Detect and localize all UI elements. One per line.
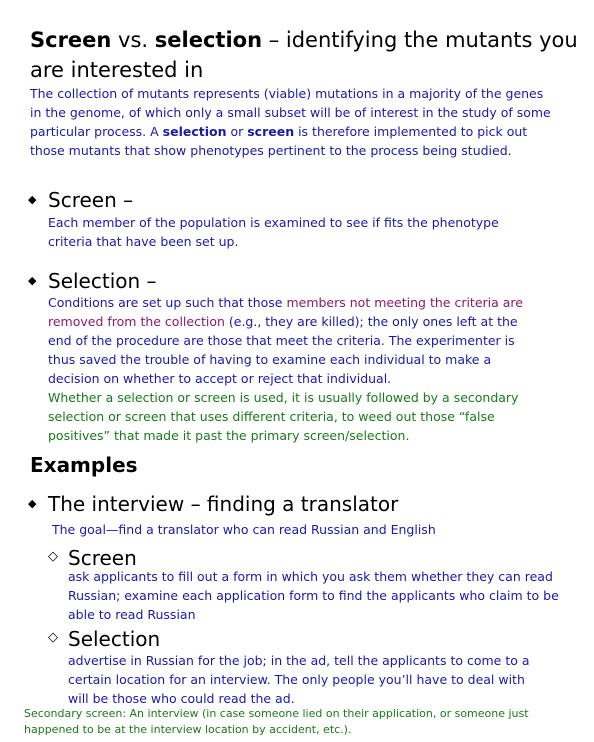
selection-desc-line-2 [48,312,518,331]
examples-heading: Examples [30,453,138,477]
title-selection: selection [154,28,263,52]
interview-heading: The interview – finding a translator [48,492,399,516]
selection-line-1-highlight: members not meeting the criteria are [286,295,523,310]
intro-selection-term: selection [162,124,227,139]
interview-goal: The goal—find a translator who can read Russian and English [52,522,436,537]
screen-desc-line-2: criteria that have been set up. [48,234,239,249]
selection-heading: Selection – [48,269,157,293]
example-selection-line-3: will be those who could read the ad. [68,691,295,706]
example-selection-line-2: certain location for an interview. The only people you’ll have to deal with [68,672,525,687]
title-rest: – identifying the mutants you [262,28,578,52]
intro-line-4: those mutants that show phenotypes pertinent to the process being studied. [30,143,512,158]
selection-desc-line-3: end of the procedure are those that meet the criteria. The experimenter is [48,333,515,348]
diamond-bullet-icon: ◆ [28,274,37,287]
selection-line-2-b: (e.g., they are killed); the only ones left at the [224,314,518,329]
example-selection-heading: Selection [68,627,161,651]
selection-desc-line-1 [48,293,523,312]
hollow-diamond-bullet-icon: ◇ [48,630,58,645]
intro-line-3-b: is therefore implemented to pick out [294,124,528,139]
intro-line-3-a: particular process. A [30,124,163,139]
screen-desc-line-1: Each member of the population is examined to see if fits the phenotype [48,215,499,230]
title-vs: vs. [111,28,155,52]
secondary-note-line-3: positives” that made it past the primary screen/selection. [48,428,410,443]
intro-screen-term: screen [247,124,295,139]
page-title-line2: are interested in [30,58,204,82]
secondary-note-line-2: selection or screen that uses different criteria, to weed out those “false [48,409,495,424]
example-screen-line-1: ask applicants to fill out a form in which you ask them whether they can read [68,569,553,584]
intro-line-1: The collection of mutants represents (viable) mutations in a majority of the genes [30,86,544,101]
example-screen-heading: Screen [68,546,137,570]
footer-note-line-1: Secondary screen: An interview (in case someone lied on their application, or someone just [24,707,529,720]
secondary-note-line-1: Whether a selection or screen is used, it is usually followed by a secondary [48,390,519,405]
intro-line-3 [30,122,527,141]
selection-line-1-a: Conditions are set up such that those [48,295,287,310]
intro-line-2: in the genome, of which only a small subset will be of interest in the study of some [30,105,551,120]
selection-desc-line-4: thus saved the trouble of having to examine each individual to make a [48,352,492,367]
page-title [30,26,578,54]
example-screen-line-3: able to read Russian [68,607,196,622]
title-screen: Screen [30,28,112,52]
footer-note-line-2: happened to be at the interview location by accident, etc.). [24,723,352,736]
example-screen-line-2: Russian; examine each application form to find the applicants who claim to be [68,588,559,603]
diamond-bullet-icon: ◆ [28,193,37,206]
diamond-bullet-icon: ◆ [28,497,37,510]
intro-line-3-or: or [226,124,248,139]
selection-desc-line-5: decision on whether to accept or reject that individual. [48,371,392,386]
hollow-diamond-bullet-icon: ◇ [48,549,58,564]
selection-line-2-highlight: removed from the collection [48,314,225,329]
example-selection-line-1: advertise in Russian for the job; in the ad, tell the applicants to come to a [68,653,530,668]
screen-heading: Screen – [48,188,134,212]
